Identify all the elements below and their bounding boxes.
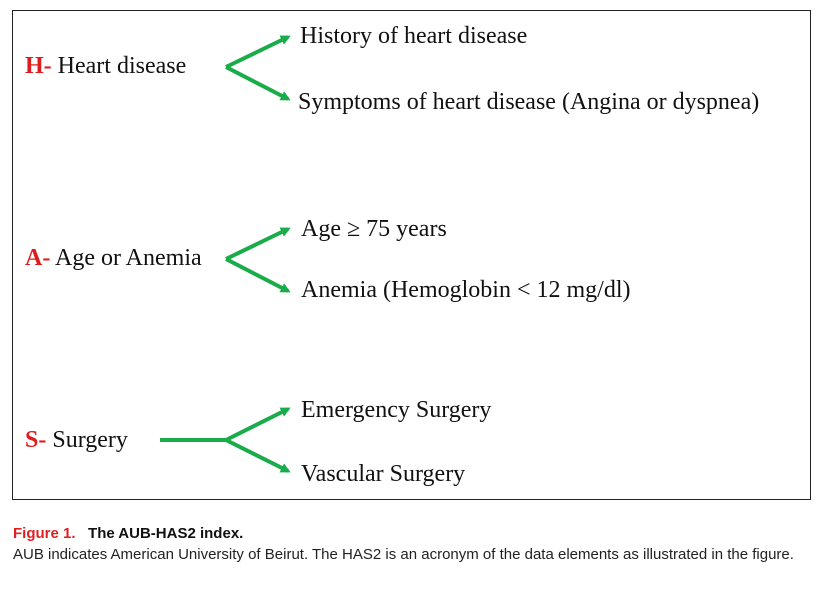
label-text: Age or Anemia	[55, 245, 202, 271]
figure-title: The AUB-HAS2 index.	[88, 525, 244, 542]
letter-h: H-	[25, 53, 52, 79]
arrow-down	[226, 259, 288, 291]
arrow-down	[226, 67, 288, 99]
figure-number: Figure 1.	[13, 525, 76, 542]
surgery-label	[25, 428, 128, 452]
arrow-up	[226, 229, 288, 259]
symptoms-heart-disease-item: Symptoms of heart disease (Angina or dyspnea)	[298, 89, 760, 115]
heart-disease-arrows	[226, 37, 288, 99]
arrow-up	[226, 37, 288, 67]
figure-caption-body: AUB indicates American University of Beirut. The HAS2 is an acronym of the data elements as illustrated in the figure.	[13, 546, 794, 563]
age-item: Age ≥ 75 years	[301, 216, 447, 242]
figure-caption-title	[13, 525, 243, 542]
emergency-surgery-item: Emergency Surgery	[301, 397, 492, 423]
label-text: Heart disease	[57, 53, 187, 79]
letter-a: A-	[25, 245, 51, 271]
arrow-up	[226, 409, 288, 440]
history-heart-disease-item: History of heart disease	[300, 23, 528, 49]
label-text: Surgery	[52, 427, 128, 453]
surgery-arrows	[160, 409, 288, 471]
age-anemia-arrows	[226, 229, 288, 291]
vascular-surgery-item: Vascular Surgery	[301, 461, 466, 487]
heart-disease-label	[25, 54, 186, 78]
age-anemia-label	[25, 246, 202, 270]
anemia-item: Anemia (Hemoglobin < 12 mg/dl)	[301, 277, 631, 303]
arrow-down	[226, 440, 288, 471]
letter-s: S-	[25, 427, 47, 453]
